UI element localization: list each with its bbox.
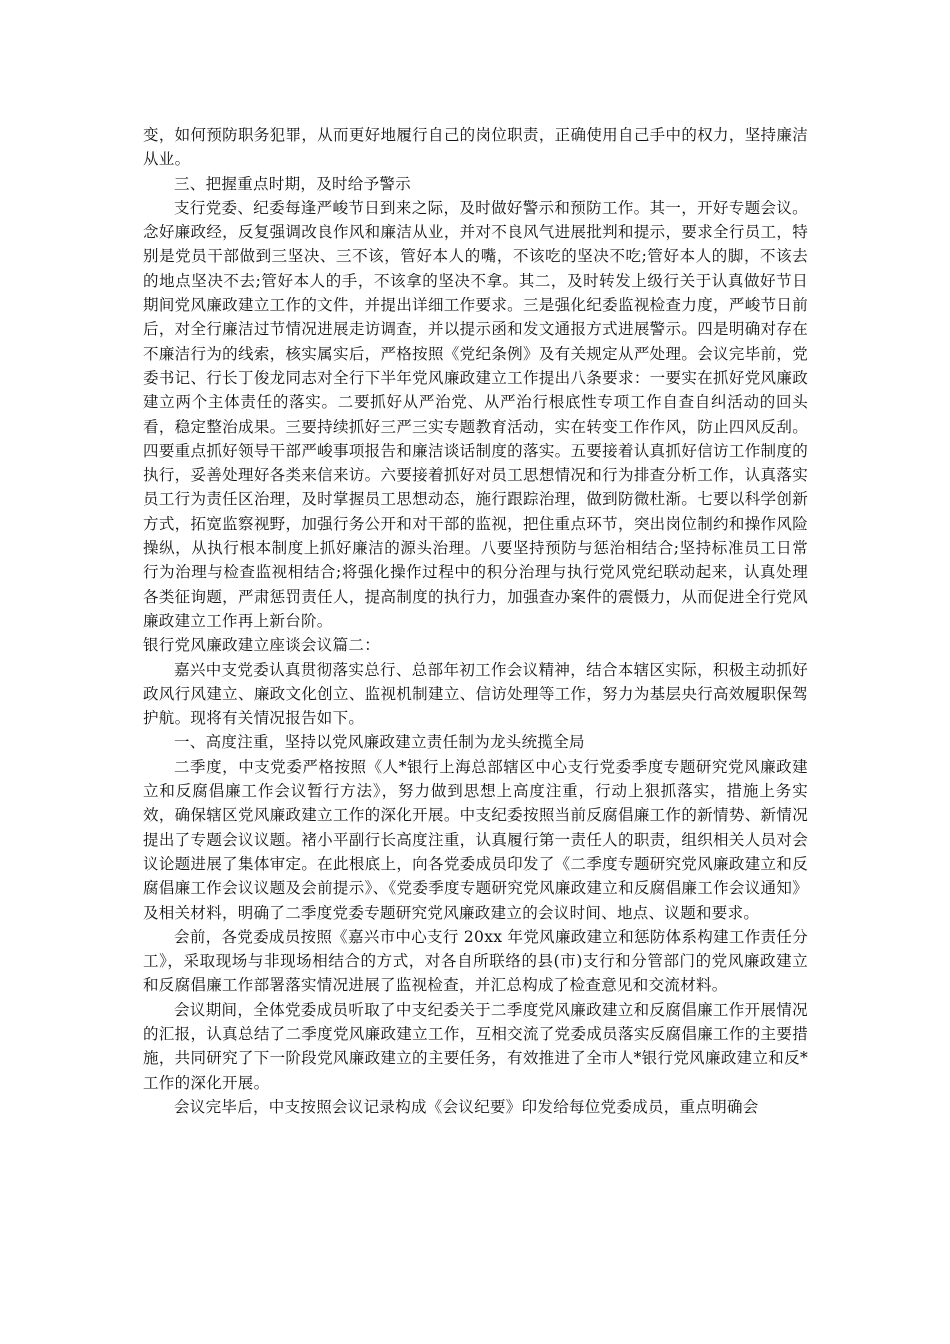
paragraph-intro: 嘉兴中支党委认真贯彻落实总行、总部年初工作会议精神，结合本辖区实际，积极主动抓好政风行风建立、廉政文化创立、监视机制建立、信访处理等工作，努力为基层央行高效履职保驾护航。现将有关情况报告如下。 bbox=[143, 660, 808, 728]
paragraph-post-meeting: 会议完毕后，中支按照会议记录构成《会议纪要》印发给每位党委成员，重点明确会 bbox=[174, 1097, 759, 1116]
article-heading-part-2: 银行党风廉政建立座谈会议篇二： bbox=[143, 636, 381, 655]
paragraph-holiday-warning: 支行党委、纪委每逢严峻节日到来之际，及时做好警示和预防工作。其一，开好专题会议。念好廉政经，反复强调改良作风和廉洁从业，并对不良风气进展批判和提示，要求全行员工，特别是党员干部做到三坚决、三不该，管好本人的嘴，不该吃的坚决不吃;管好本人的脚，不该去的地点坚决不去;管好本人的手，不该拿的坚决不拿。其二，及时转发上级行关于认真做好节日期间党风廉政建立工作的文件，并提出详细工作要求。三是强化纪委监视检查力度，严峻节日前后，对全行廉洁过节情况进展走访调查，并以提示函和发文通报方式进展警示。四是明确对存在不廉洁行为的线索，核实属实后，严格按照《党纪条例》及有关规定从严处理。会议完毕前，党委书记、行长丁俊龙同志对全行下半年党风廉政建立工作提出八条要求：一要实在抓好党风廉政建立两个主体责任的落实。二要抓好从严治党、从严治行根底性专项工作自查自纠活动的回头看，稳定整治成果。三要持续抓好三严三实专题教育活动，实在转变工作作风，防止四风反刮。四要重点抓好领导干部严峻事项报告和廉洁谈话制度的落实。五要接着认真抓好信访工作制度的执行，妥善处理好各类来信来访。六要接着抓好对员工思想情况和行为排查分析工作，认真落实员工行为责任区治理，及时掌握员工思想动态，施行跟踪治理，做到防微杜渐。七要以科学创新方式，拓宽监察视野，加强行务公开和对干部的监视，把住重点环节，突出岗位制约和操作风险操纵，从执行根本制度上抓好廉洁的源头治理。八要坚持预防与惩治相结合;坚持标准员工日常行为治理与检查监视相结合;将强化操作过程中的积分治理与执行党风党纪联动起来，认真处理各类征询题，严肃惩罚责任人，提高制度的执行力，加强查办案件的震慑力，从而促进全行党风廉政建立工作再上新台阶。 bbox=[143, 198, 808, 630]
section-heading-1: 一、高度注重，坚持以党风廉政建立责任制为龙头统揽全局 bbox=[174, 733, 585, 752]
section-heading-3: 三、把握重点时期，及时给予警示 bbox=[174, 174, 412, 193]
document-body bbox=[143, 123, 808, 1119]
paragraph-continuation: 变，如何预防职务犯罪，从而更好地履行自己的岗位职责，正确使用自己手中的权力，坚持廉洁从业。 bbox=[143, 126, 808, 169]
paragraph-during-meeting: 会议期间，全体党委成员听取了中支纪委关于二季度党风廉政建立和反腐倡廉工作开展情况的汇报，认真总结了二季度党风廉政建立工作，互相交流了党委成员落实反腐倡廉工作的主要措施，共同研究了下一阶段党风廉政建立的主要任务，有效推进了全市人*银行党风廉政建立和反*工作的深化开展。 bbox=[143, 1000, 808, 1092]
paragraph-q2-meeting: 二季度，中支党委严格按照《人*银行上海总部辖区中心支行党委季度专题研究党风廉政建立和反腐倡廉工作会议暂行方法》，努力做到思想上高度注重，行动上狠抓落实，措施上务实效，确保辖区党风廉政建立工作的深化开展。中支纪委按照当前反腐倡廉工作的新情势、新情况提出了专题会议议题。褚小平副行长高度注重，认真履行第一责任人的职责，组织相关人员对会议论题进展了集体审定。在此根底上，向各党委成员印发了《二季度专题研究党风廉政建立和反腐倡廉工作会议议题及会前提示》、《党委季度专题研究党风廉政建立和反腐倡廉工作会议通知》及相关材料，明确了二季度党委专题研究党风廉政建立的会议时间、地点、议题和要求。 bbox=[143, 757, 808, 922]
paragraph-pre-meeting: 会前，各党委成员按照《嘉兴市中心支行 20xx 年党风廉政建立和惩防体系构建工作责任分工》，采取现场与非现场相结合的方式，对各自所联络的县(市)支行和分管部门的党风廉政建立和反腐倡廉工作部署落实情况进展了监视检查，并汇总构成了检查意见和交流材料。 bbox=[143, 927, 808, 995]
